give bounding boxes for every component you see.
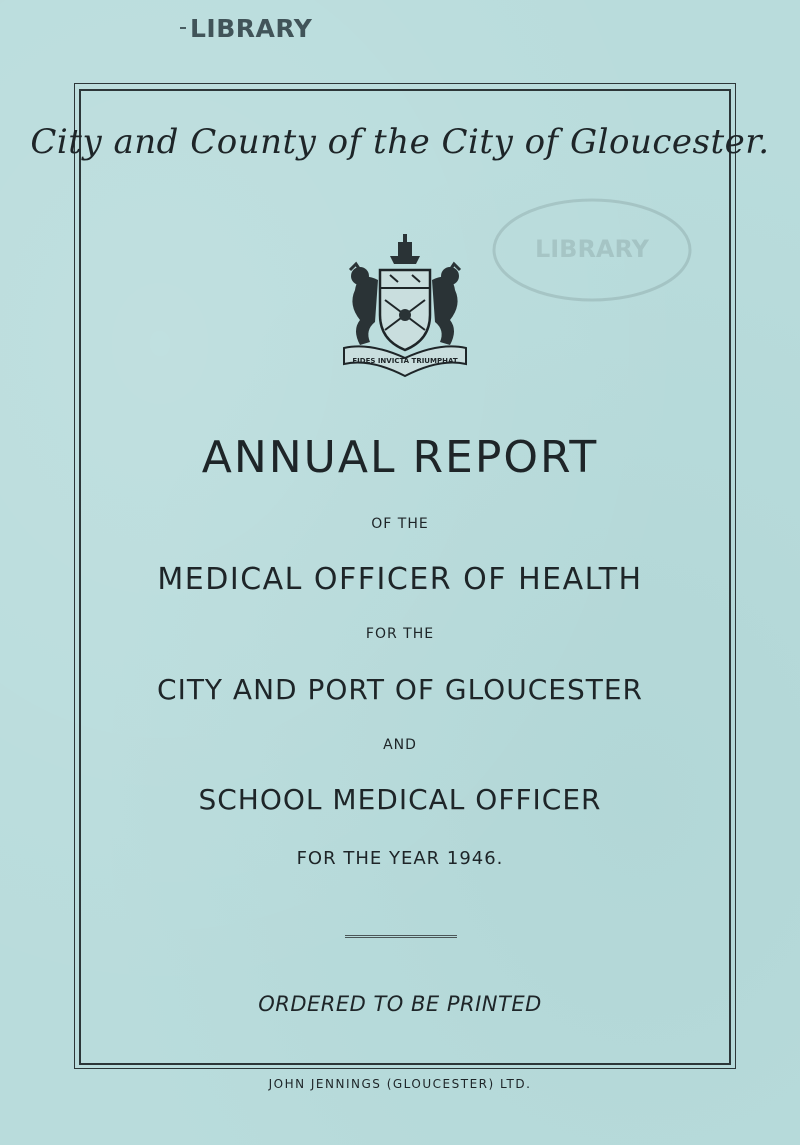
for-the-label: FOR THE (365, 626, 435, 642)
printer-line: JOHN JENNINGS (GLOUCESTER) LTD. (268, 1077, 532, 1091)
report-title: ANNUAL REPORT (201, 432, 599, 483)
ghost-stamp-text: LIBRARY (534, 235, 650, 263)
city-port-line: CITY AND PORT OF GLOUCESTER (157, 673, 643, 706)
library-stamp: LIBRARY (190, 14, 313, 43)
stamp-dash (180, 27, 186, 29)
city-county-heading: City and County of the City of Gloucester. (30, 122, 770, 162)
and-label: AND (383, 737, 417, 753)
faded-library-stamp (490, 195, 695, 305)
medical-officer-line: MEDICAL OFFICER OF HEALTH (157, 562, 643, 597)
of-the-label: OF THE (371, 516, 429, 532)
divider-rule (345, 935, 457, 938)
year-line: FOR THE YEAR 1946. (296, 848, 504, 869)
school-medical-officer-line: SCHOOL MEDICAL OFFICER (198, 783, 602, 816)
motto-text: FIDES INVICTA TRIUMPHAT (352, 357, 458, 365)
ordered-to-be-printed: ORDERED TO BE PRINTED (258, 992, 542, 1016)
coat-of-arms-icon (330, 230, 480, 390)
